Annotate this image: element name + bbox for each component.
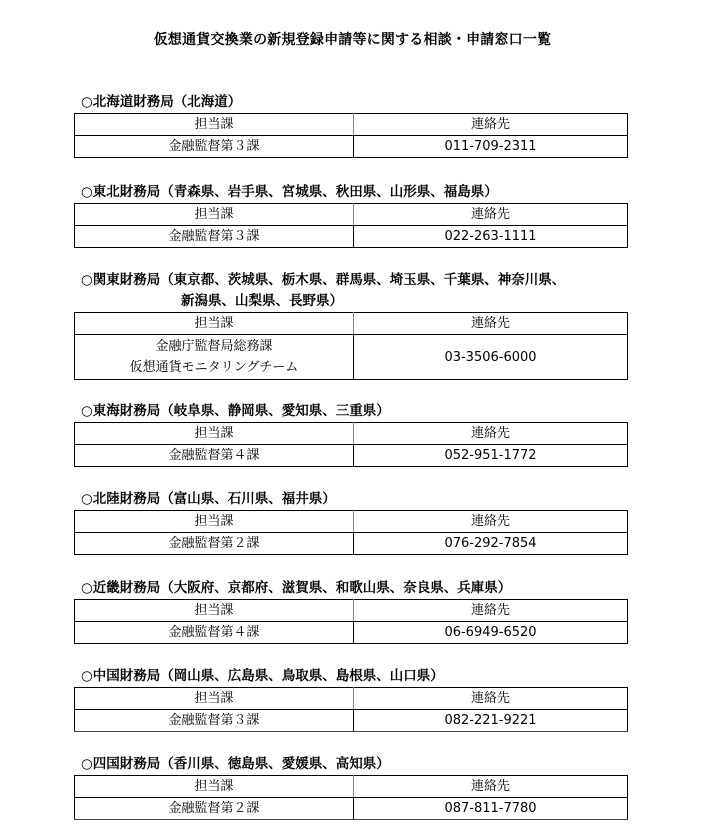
phone-cell: 022-263-1111: [354, 226, 628, 248]
section-heading: ○東海財務局（岐阜県、静岡県、愛知県、三重県）: [81, 403, 390, 419]
department-cell: 金融監督第３課: [75, 226, 354, 248]
table-header-row: [75, 511, 628, 533]
section-shikoku: [74, 754, 627, 820]
header-contact: 連絡先: [354, 511, 628, 533]
department-cell: 金融監督第２課: [75, 798, 354, 820]
header-department: 担当課: [75, 600, 354, 622]
department-line2: 仮想通貨モニタリングチーム: [129, 360, 299, 375]
table-header-row: [75, 313, 628, 335]
section-heading-line1: ○関東財務局（東京都、茨城県、栃木県、群馬県、埼玉県、千葉県、神奈川県、: [81, 272, 566, 288]
header-contact: 連絡先: [354, 600, 628, 622]
header-contact: 連絡先: [354, 423, 628, 445]
header-department: 担当課: [75, 114, 354, 136]
table-header-row: [75, 688, 628, 710]
section-heading: ○北海道財務局（北海道）: [81, 94, 242, 110]
phone-cell: 087-811-7780: [354, 798, 628, 820]
table-row: [75, 533, 628, 555]
section-heading: ○北陸財務局（富山県、石川県、福井県）: [81, 491, 336, 507]
table-header-row: [75, 204, 628, 226]
header-contact: 連絡先: [354, 313, 628, 335]
header-contact: 連絡先: [354, 204, 628, 226]
header-department: 担当課: [75, 776, 354, 798]
phone-cell: 052-951-1772: [354, 445, 628, 467]
department-cell: 金融監督第４課: [75, 445, 354, 467]
table-row: [75, 445, 628, 467]
section-tokai: [74, 401, 627, 467]
section-tohoku: [74, 182, 627, 248]
section-heading: ○中国財務局（岡山県、広島県、鳥取県、島根県、山口県）: [81, 668, 444, 684]
header-department: 担当課: [75, 423, 354, 445]
contact-table: [74, 203, 628, 248]
table-header-row: [75, 114, 628, 136]
section-chugoku: [74, 666, 627, 732]
contact-table: [74, 510, 628, 555]
phone-cell: 076-292-7854: [354, 533, 628, 555]
section-hokkaido: [74, 92, 627, 158]
contact-table: [74, 113, 628, 158]
section-heading: ○近畿財務局（大阪府、京都府、滋賀県、和歌山県、奈良県、兵庫県）: [81, 580, 512, 596]
contact-table: [74, 422, 628, 467]
section-heading: ○四国財務局（香川県、徳島県、愛媛県、高知県）: [81, 756, 390, 772]
phone-cell: 011-709-2311: [354, 136, 628, 158]
table-header-row: [75, 423, 628, 445]
phone-cell: 03-3506-6000: [354, 335, 628, 380]
department-cell: 金融監督第３課: [75, 710, 354, 732]
table-row: [75, 710, 628, 732]
phone-cell: 082-221-9221: [354, 710, 628, 732]
table-row: [75, 226, 628, 248]
header-contact: 連絡先: [354, 114, 628, 136]
header-contact: 連絡先: [354, 688, 628, 710]
header-department: 担当課: [75, 204, 354, 226]
department-cell: 金融監督第３課: [75, 136, 354, 158]
document-title: 仮想通貨交換業の新規登録申請等に関する相談・申請窓口一覧: [153, 32, 552, 48]
contact-table: [74, 312, 628, 380]
header-department: 担当課: [75, 511, 354, 533]
table-header-row: [75, 600, 628, 622]
department-line1: 金融庁監督局総務課: [155, 339, 273, 354]
contact-table: [74, 687, 628, 732]
table-row: [75, 335, 628, 380]
department-cell: 金融監督第４課: [75, 622, 354, 644]
header-contact: 連絡先: [354, 776, 628, 798]
table-row: [75, 622, 628, 644]
section-heading: [81, 270, 627, 312]
section-kanto: [74, 270, 627, 380]
table-header-row: [75, 776, 628, 798]
section-heading-line2: 新潟県、山梨県、長野県）: [181, 293, 343, 309]
contact-table: [74, 775, 628, 820]
department-cell: 金融監督第２課: [75, 533, 354, 555]
section-hokuriku: [74, 489, 627, 555]
table-row: [75, 798, 628, 820]
header-department: 担当課: [75, 688, 354, 710]
contact-table: [74, 599, 628, 644]
section-heading: ○東北財務局（青森県、岩手県、宮城県、秋田県、山形県、福島県）: [81, 184, 498, 200]
header-department: 担当課: [75, 313, 354, 335]
department-cell: [75, 335, 354, 380]
phone-cell: 06-6949-6520: [354, 622, 628, 644]
table-row: [75, 136, 628, 158]
section-kinki: [74, 578, 627, 644]
